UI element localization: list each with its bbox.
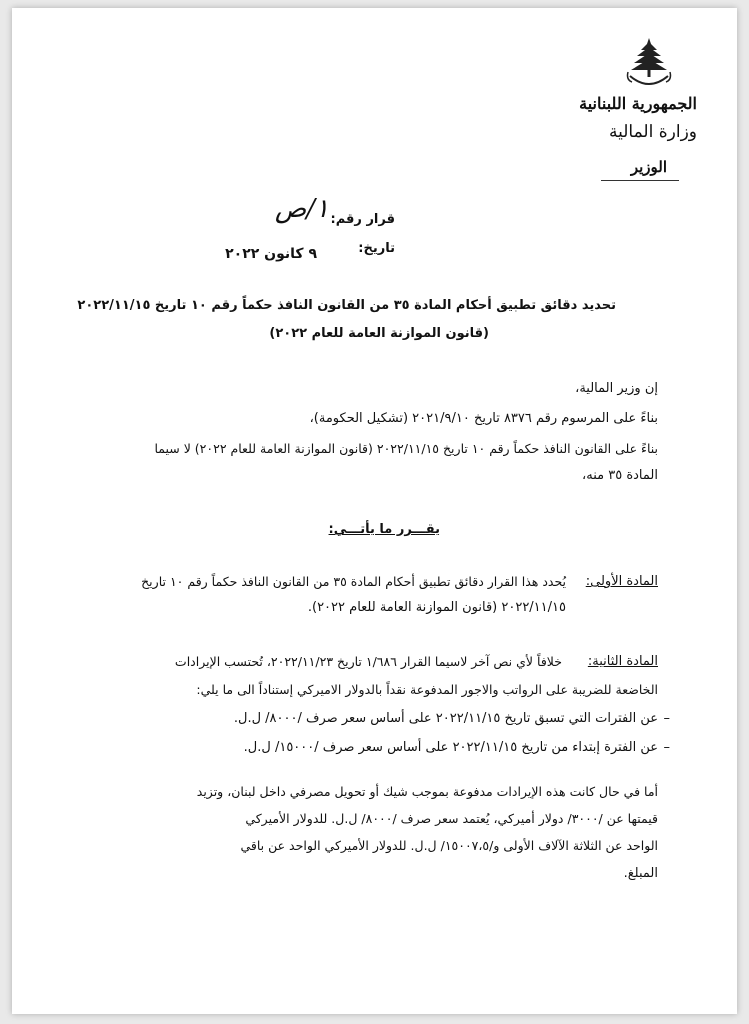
ministry-name: وزارة المالية bbox=[609, 122, 697, 142]
document-title-line2: (قانون الموازنة العامة للعام ٢٠٢٢) bbox=[269, 326, 489, 341]
republic-name: الجمهورية اللبنانية bbox=[579, 94, 697, 113]
article2-paragraph-line: المبلغ. bbox=[623, 866, 658, 881]
decision-date-label: تاريخ: bbox=[358, 241, 395, 256]
article1-text-line: ٢٠٢٢/١١/١٥ (قانون الموازنة العامة للعام ٢٠٢٢). bbox=[307, 600, 566, 615]
article2-bullet: عن الفترة إبتداء من تاريخ ٢٠٢٢/١١/١٥ على أساس سعر صرف /١٥٠٠٠/ ل.ل. bbox=[243, 740, 658, 755]
decision-date-value: ٩ كانون ٢٠٢٢ bbox=[225, 246, 317, 262]
preamble-line: بناءً على المرسوم رقم ٨٣٧٦ تاريخ ٢٠٢١/٩/١٠ (تشكيل الحكومة)، bbox=[309, 411, 658, 426]
article2-paragraph-line: أما في حال كانت هذه الإيرادات مدفوعة بموجب شيك أو تحويل مصرفي داخل لبنان، وتزيد bbox=[196, 784, 658, 799]
preamble-line: إن وزير المالية، bbox=[575, 381, 658, 396]
article1-text-line: يُحدد هذا القرار دقائق تطبيق أحكام المادة ٣٥ من القانون النافذ حكماً رقم ١٠ تاريخ bbox=[141, 574, 566, 589]
minister-label: الوزير bbox=[630, 158, 667, 176]
article2-bullet: عن الفترات التي تسبق تاريخ ٢٠٢٢/١١/١٥ على أساس سعر صرف /٨٠٠٠/ ل.ل. bbox=[233, 711, 658, 726]
article2-text-line: خلافاً لأي نص آخر لاسيما القرار ١/٦٨٦ تاريخ ٢٠٢٢/١١/٢٣، تُحتسب الإيرادات bbox=[174, 654, 562, 669]
article2-paragraph-line: الواحد عن الثلاثة الآلاف الأولى و/١٥٠٠٧،٥/ ل.ل. للدولار الأميركي الواحد عن باقي bbox=[240, 838, 658, 853]
cedar-emblem-icon bbox=[624, 36, 674, 90]
document-page bbox=[12, 8, 737, 1014]
preamble-line: بناءً على القانون النافذ حكماً رقم ١٠ تاريخ ٢٠٢٢/١١/١٥ (قانون الموازنة العامة للعام ٢٠٢٢) لا سيما bbox=[154, 441, 658, 456]
article2-paragraph-line: قيمتها عن /٣٠٠٠/ دولار أميركي، يُعتمد سعر صرف /٨٠٠٠/ ل.ل. للدولار الأميركي bbox=[245, 811, 658, 826]
decides-heading: يقـــرر ما يأتـــي: bbox=[328, 522, 440, 537]
bullet-dash: – bbox=[663, 740, 670, 755]
article1-label: المادة الأولى: bbox=[585, 574, 658, 589]
header-divider bbox=[601, 180, 679, 181]
document-title-line1: تحديد دقائق تطبيق أحكام المادة ٣٥ من القانون النافذ حكماً رقم ١٠ تاريخ ٢٠٢٢/١١/١٥ bbox=[77, 298, 616, 313]
article2-text-line: الخاضعة للضريبة على الرواتب والاجور المدفوعة نقداً بالدولار الاميركي إستناداً الى ما يلي: bbox=[196, 682, 658, 697]
decision-number-value: ١/ص bbox=[274, 194, 329, 224]
preamble-line: المادة ٣٥ منه، bbox=[582, 468, 658, 483]
decision-number-label: قرار رقم: bbox=[330, 212, 395, 227]
article2-label: المادة الثانية: bbox=[587, 654, 658, 669]
bullet-dash: – bbox=[663, 711, 670, 726]
